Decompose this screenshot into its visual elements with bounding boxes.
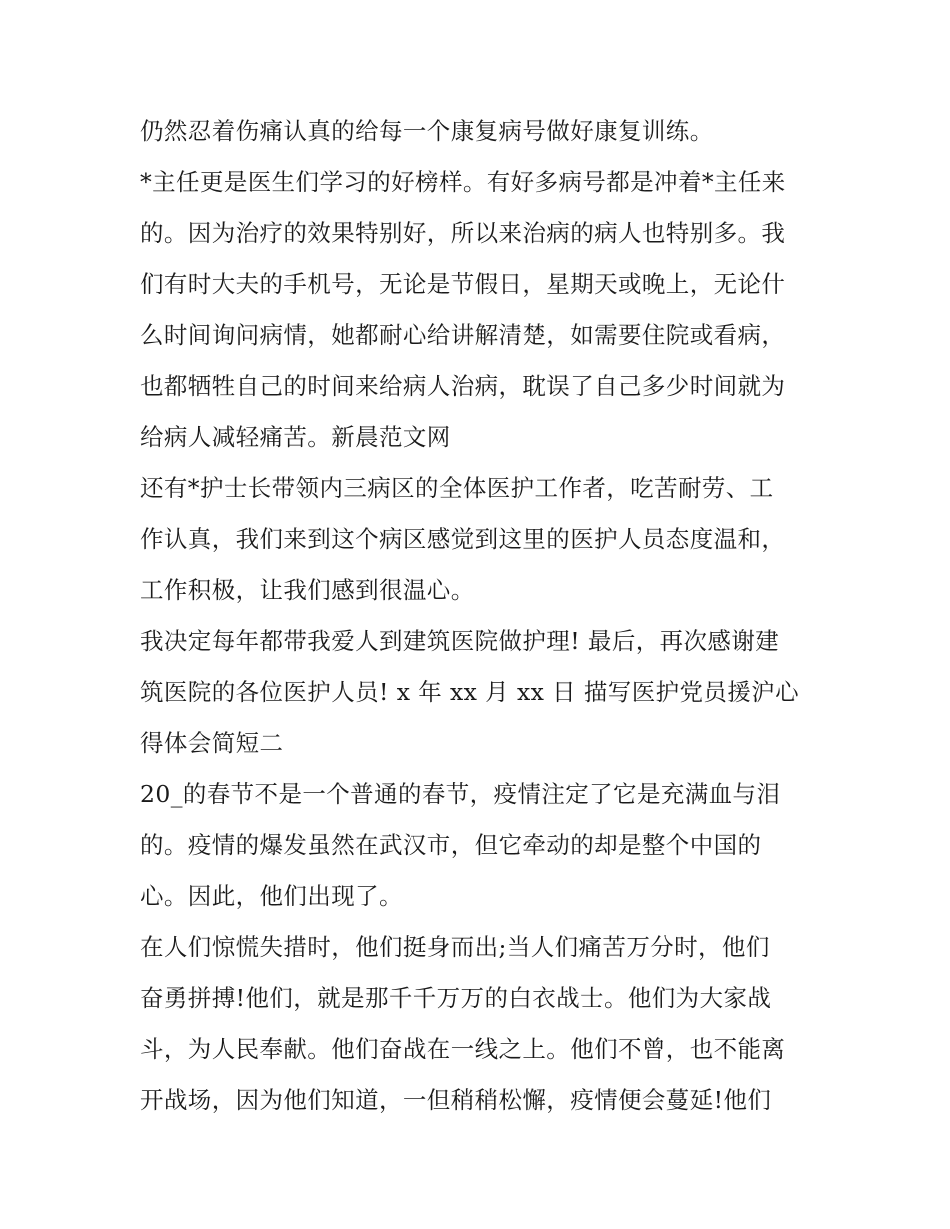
document-body xyxy=(140,106,820,1126)
text-line: 工作积极，让我们感到很温心。 xyxy=(140,576,475,604)
text-line: 20_的春节不是一个普通的春节，疫情注定了它是充满血与泪 xyxy=(140,780,781,808)
text-line: 斗，为人民奉献。他们奋战在一线之上。他们不曾，也不能离 xyxy=(140,1035,786,1063)
text-line: 仍然忍着伤痛认真的给每一个康复病号做好康复训练。 xyxy=(140,117,714,145)
text-line: 的。疫情的爆发虽然在武汉市，但它牵动的却是整个中国的 xyxy=(140,831,762,859)
text-line: 也都牺牲自己的时间来给病人治病，耽误了自己多少时间就为 xyxy=(140,372,786,400)
text-line: 我决定每年都带我爱人到建筑医院做护理! 最后，再次感谢建 xyxy=(140,627,780,655)
text-line: 给病人减轻痛苦。新晨范文网 xyxy=(140,423,451,451)
text-line: 作认真，我们来到这个病区感觉到这里的医护人员态度温和， xyxy=(140,525,786,553)
text-line: 们有时大夫的手机号，无论是节假日，星期天或晚上，无论什 xyxy=(140,270,786,298)
text-line: 得体会简短二 xyxy=(140,729,284,757)
text-line: *主任更是医生们学习的好榜样。有好多病号都是冲着*主任来 xyxy=(140,168,786,196)
text-line: 还有*护士长带领内三病区的全体医护工作者，吃苦耐劳、工 xyxy=(140,474,774,502)
text-line: 筑医院的各位医护人员! x 年 xx 月 xx 日 描写医护党员援沪心 xyxy=(140,678,799,706)
text-line: 么时间询问病情，她都耐心给讲解清楚，如需要住院或看病， xyxy=(140,321,786,349)
text-line: 开战场，因为他们知道，一但稍稍松懈，疫情便会蔓延!他们 xyxy=(140,1086,772,1114)
text-line: 在人们惊慌失措时，他们挺身而出;当人们痛苦万分时，他们 xyxy=(140,933,770,961)
text-line: 的。因为治疗的效果特别好，所以来治病的病人也特别多。我 xyxy=(140,219,786,247)
text-line: 奋勇拼搏!他们，就是那千千万万的白衣战士。他们为大家战 xyxy=(140,984,772,1012)
text-line: 心。因此，他们出现了。 xyxy=(140,882,403,910)
